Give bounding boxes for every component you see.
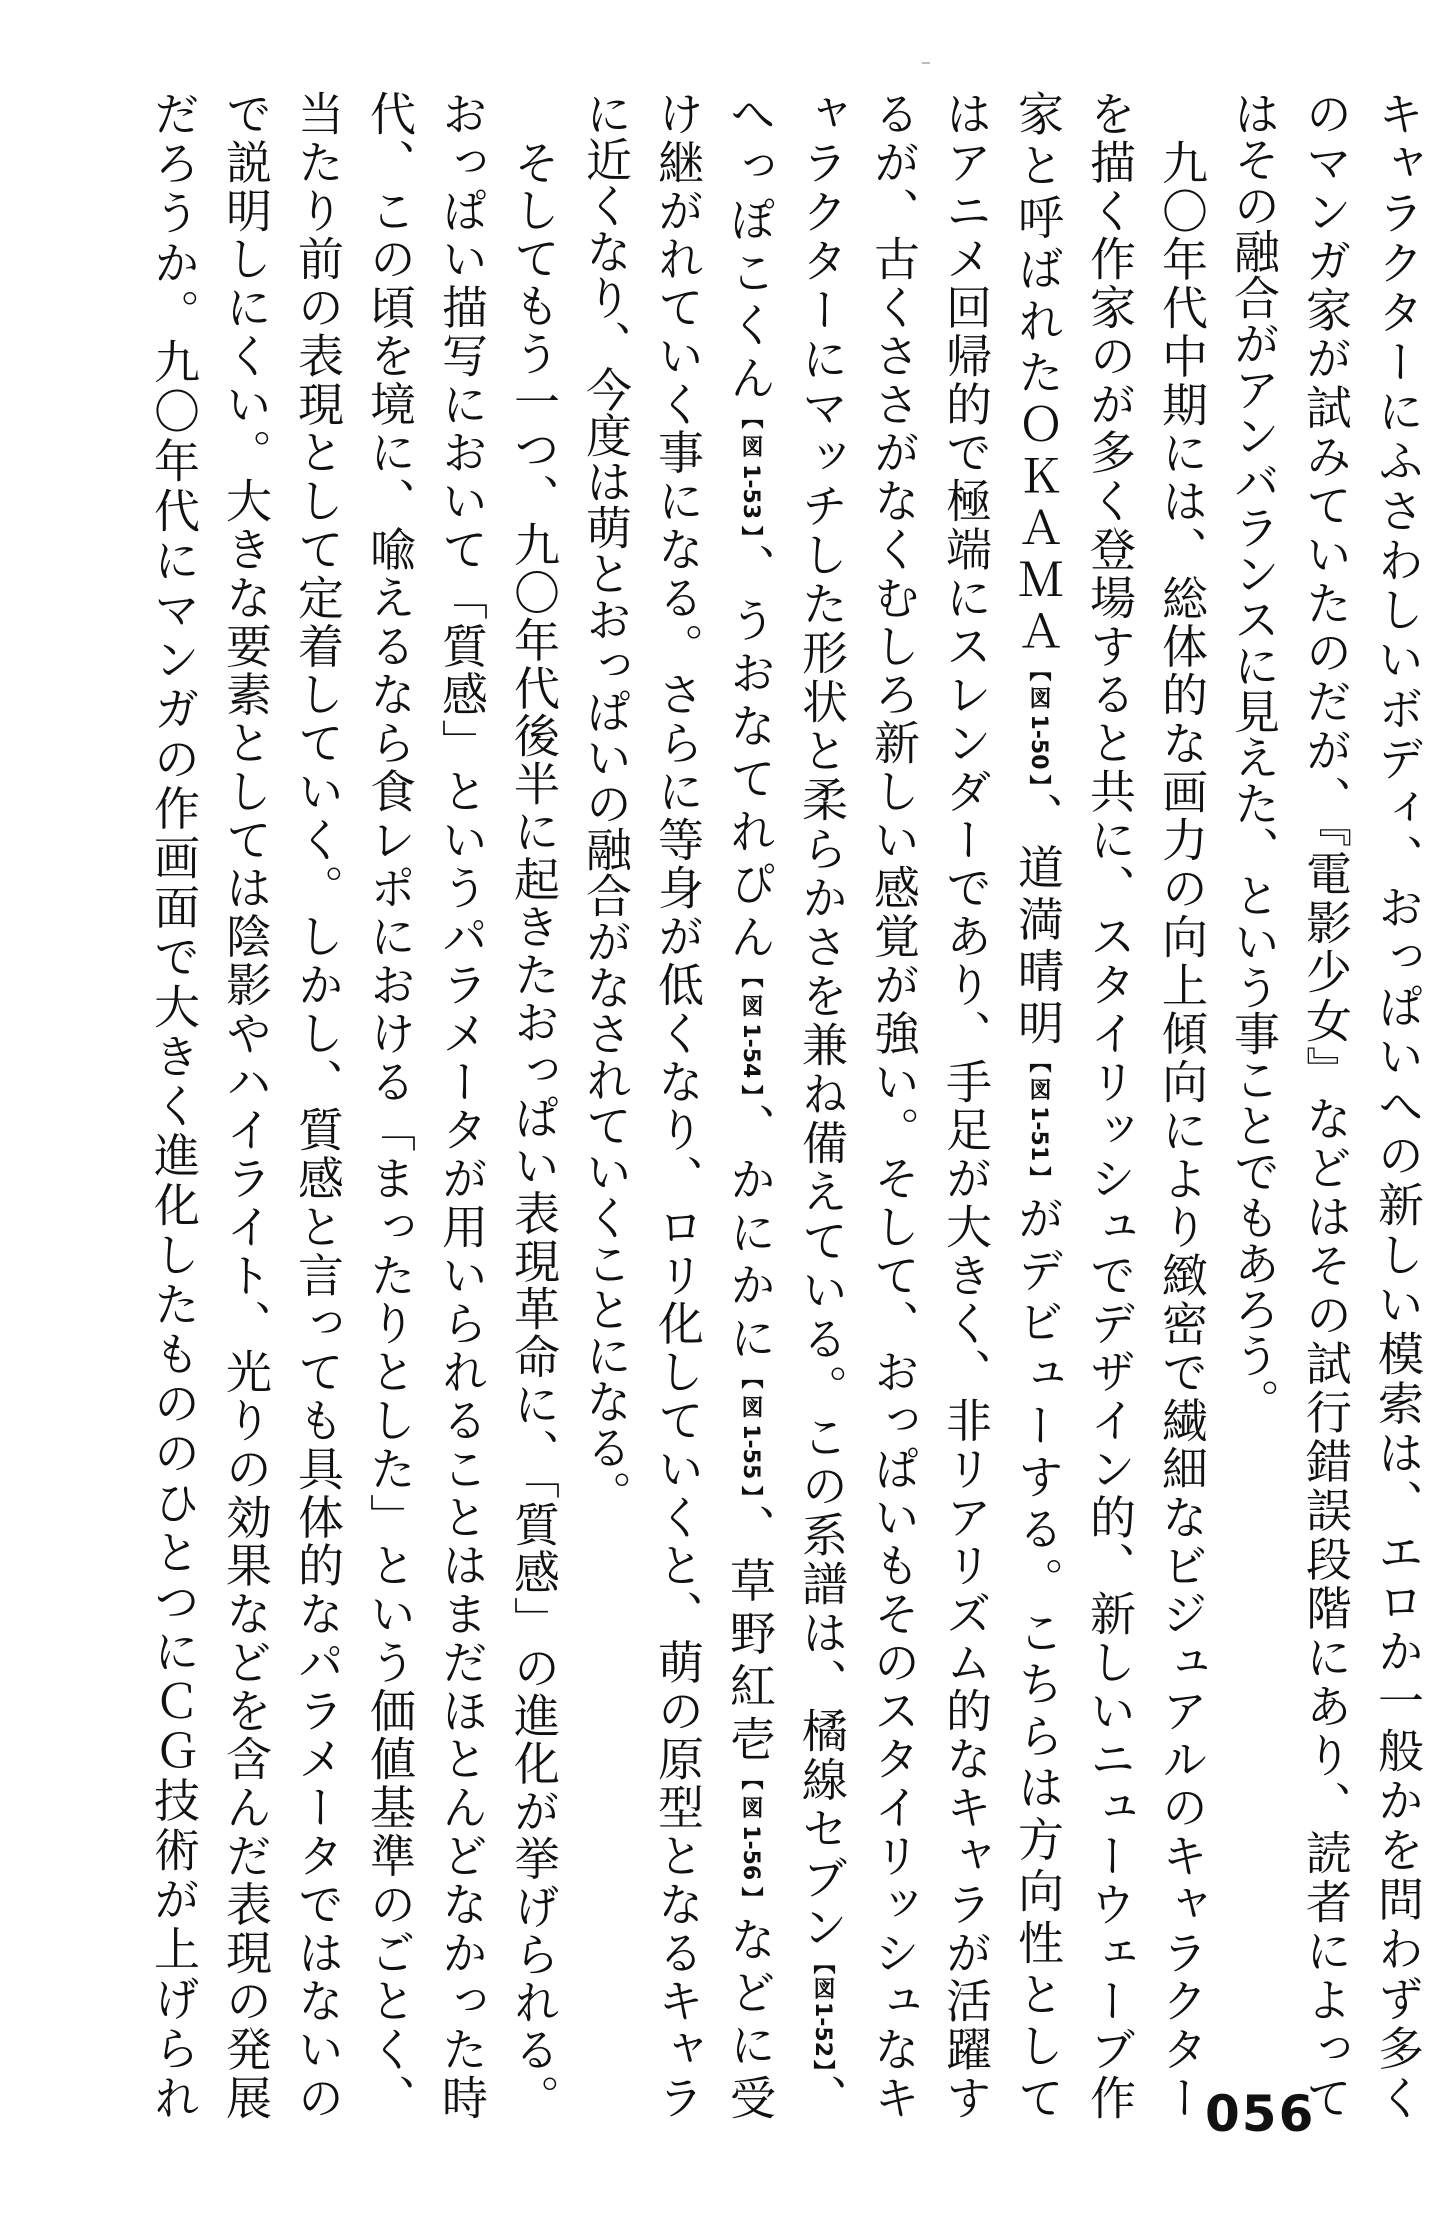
text-line: るが、古くささがなくむしろ新しい感覚が強い。そして、おっぱいもそのスタイリッシュなキ bbox=[867, 90, 921, 2120]
text-line: に近くなり、今度は萌とおっぱいの融合がなされていくことになる。 bbox=[579, 90, 633, 1516]
text-line: キャラクターにふさわしいボディ、おっぱいへの新しい模索は、エロか一般かを問わず多く bbox=[1371, 90, 1425, 2120]
scan-mark bbox=[922, 62, 930, 64]
figure-reference: 【図1-52】 bbox=[810, 1951, 835, 2075]
figure-reference: 【図1-50】 bbox=[1026, 659, 1051, 792]
text-line: 九〇年代中期には、総体的な画力の向上傾向により緻密で繊細なビジュアルのキャラクター bbox=[1155, 139, 1209, 2120]
page-number: 056 bbox=[1205, 2085, 1316, 2143]
figure-reference: 【図1-53】 bbox=[738, 406, 763, 544]
text-line: おっぱい描写において「質感」というパラメータが用いられることはまだほとんどなかった時 bbox=[435, 90, 489, 2120]
figure-reference: 【図1-54】 bbox=[738, 965, 763, 1103]
text-line: ャラクターにマッチした形状と柔らかさを兼ね備えている。この系譜は、橘線セブン【図1-52】、 bbox=[795, 90, 849, 2121]
text-line: で説明しにくい。大きな要素としては陰影やハイライト、光りの効果などを含んだ表現の発展 bbox=[219, 90, 273, 2121]
text-line: だろうか。九〇年代にマンガの作画面で大きく進化したもののひとつにＣＧ技術が上げられ bbox=[147, 90, 201, 2120]
text-line: へっぽこくん【図1-53】、うおなてれぴん【図1-54】、かにかに【図1-55】、草野紅壱【図1-56】などに受 bbox=[723, 90, 777, 2121]
figure-reference: 【図1-55】 bbox=[738, 1366, 763, 1504]
text-line: 家と呼ばれたＯＫＡＭＡ【図1-50】、道満晴明【図1-51】がデビューする。こちらは方向性として bbox=[1011, 90, 1065, 2120]
text-line: け継がれていく事になる。さらに等身が低くなり、ロリ化していくと、萌の原型となるキャラ bbox=[651, 90, 705, 2120]
body-text bbox=[138, 90, 1434, 2120]
text-line: 代、この頃を境に、喩えるなら食レポにおける「まったりとした」という価値基準のごとく、 bbox=[363, 90, 417, 2120]
text-line: そしてもう一つ、九〇年代後半に起きたおっぱい表現革命に、「質感」の進化が挙げられる。 bbox=[507, 139, 561, 2121]
text-line: はアニメ回帰的で極端にスレンダーであり、手足が大きく、非リアリズム的なキャラが活躍す bbox=[939, 90, 993, 2120]
figure-reference: 【図1-56】 bbox=[738, 1767, 763, 1916]
text-line: はその融合がアンバランスに見えた、という事ことでもあろう。 bbox=[1227, 90, 1281, 1424]
figure-reference: 【図1-51】 bbox=[1026, 1050, 1051, 1195]
text-line: のマンガ家が試みていたのだが、『電影少女』などはその試行錯誤段階にあり、読者によって bbox=[1299, 90, 1353, 2121]
text-line: を描く作家のが多く登場すると共に、スタイリッシュでデザイン的、新しいニューウェーブ作 bbox=[1083, 90, 1137, 2121]
text-line: 当たり前の表現として定着していく。しかし、質感と言っても具体的なパラメータではないの bbox=[291, 90, 345, 2121]
